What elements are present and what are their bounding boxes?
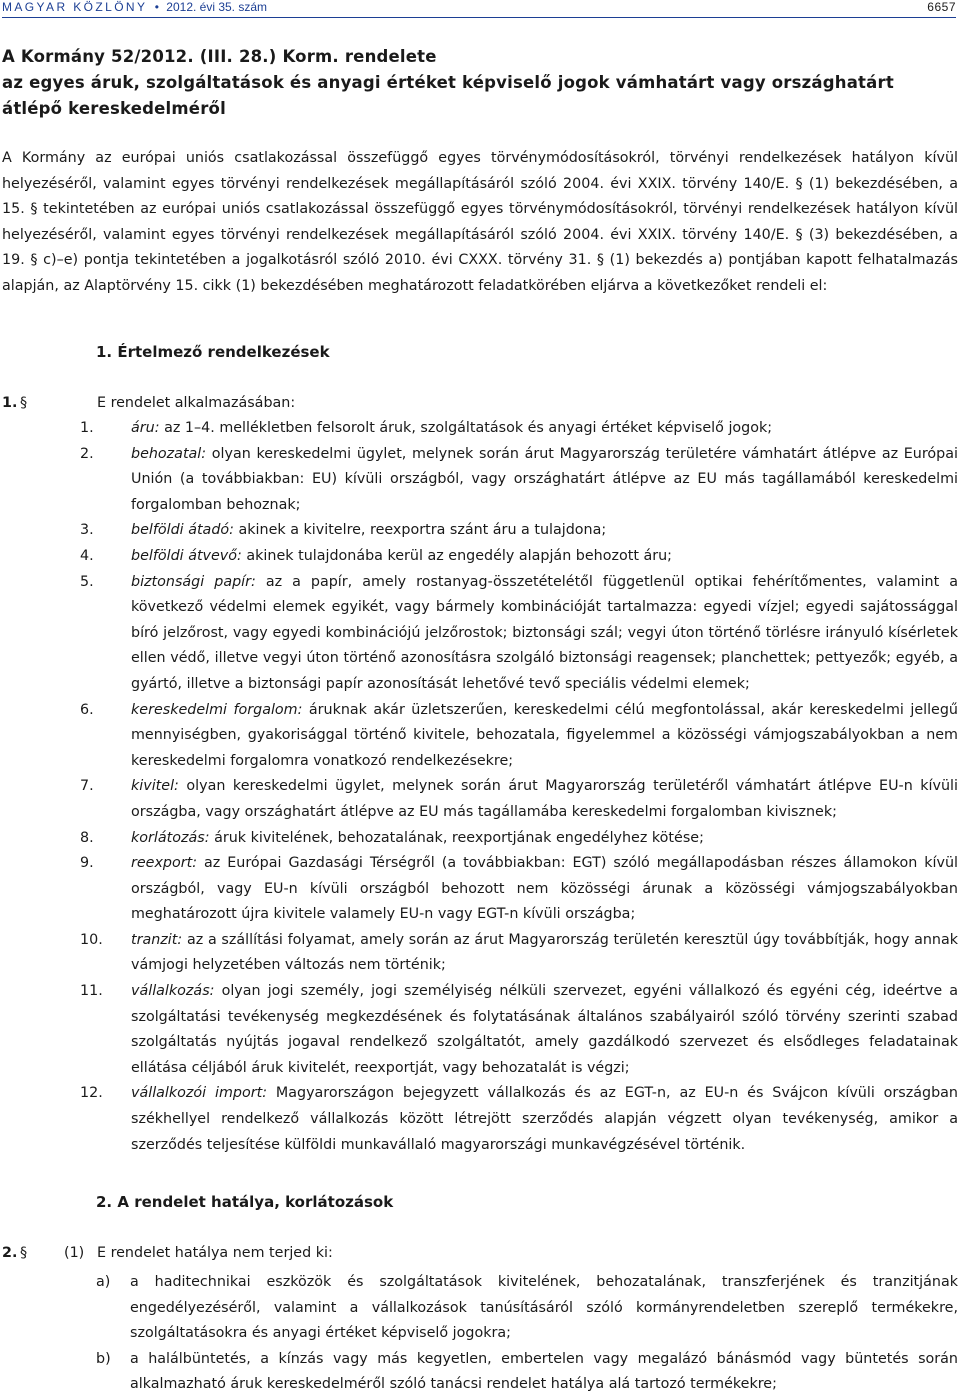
section-1-head: [2, 391, 952, 417]
section-sign: §: [20, 395, 28, 411]
definition-number: 11.: [80, 983, 103, 1000]
definition-text: [131, 1081, 958, 1158]
definition-number: 3.: [80, 522, 94, 539]
definition-item: [80, 851, 958, 928]
definition-body: Magyarországon bejegyzett vállalkozás és az EGT-n, az EU-n és Svájcon kívüli országban székhellyel rendelkező vállalkozás között létrejött szerződés alapján végzett olyan tevékenység, amikor a szerződés teljesítése külföldi munkavállaló magyarországi munkavégzésével történik.: [131, 1085, 958, 1153]
definition-number: 10.: [80, 931, 103, 948]
definition-item: [80, 1081, 958, 1158]
journal-name: MAGYAR KÖZLÖNY: [2, 0, 148, 14]
definition-body: az 1–4. mellékletben felsorolt áruk, szolgáltatások és anyagi értéket képviselő jogok;: [159, 420, 773, 436]
section-number: 1.: [2, 395, 18, 411]
definition-term: belföldi átadó:: [131, 522, 234, 539]
decree-title-line-2: az egyes áruk, szolgáltatások és anyagi értéket képviselő jogok vámhatárt vagy országhatárt: [2, 73, 894, 92]
exclusion-item: [96, 1270, 958, 1347]
definition-item: [80, 826, 958, 852]
definition-term: kivitel:: [131, 778, 179, 795]
definition-item: [80, 698, 958, 775]
definition-item: [80, 570, 958, 698]
section-sign: §: [20, 1245, 28, 1261]
definition-body: olyan jogi személy, jogi személyiség nélküli szervezet, egyéni vállalkozó és egyéni cég, ideértve a szolgáltatási tevékenység megkezdésének és folytatásának általános szabályairól szóló törvény szerinti szabad szolgáltatás nyújtás jogaval rendelkező szolgáltatót, amely gazdálkodó szervezet és elsődleges feladatainak ellátása céljából áruk kivitelét, reexportját, vagy behozatalát is végzi;: [131, 983, 958, 1076]
definition-term: belföldi átvevő:: [131, 547, 242, 564]
definition-body: az a szállítási folyamat, amely során az árut Magyarország területén keresztül úgy továbbítják, hogy annak vámjogi helyzetében változás nem történik;: [131, 931, 958, 974]
definition-list: [80, 416, 958, 1158]
definition-body: az Európai Gazdasági Térségről (a továbbiakban: EGT) szóló megállapodásban részes államokon kívül országból, vagy EU-n kívüli országból behozott nem közösségi árunak a közösségi vámjogszabályokban meghatározott újra kivitele valamely EU-n vagy EGT-n kívüli országba;: [131, 855, 958, 923]
issue-label: 2012. évi 35. szám: [166, 0, 268, 14]
definition-number: 6.: [80, 701, 94, 718]
definition-term: áru:: [131, 420, 160, 436]
definition-text: [131, 698, 958, 775]
decree-title: [2, 44, 942, 122]
exclusion-label: a): [96, 1274, 111, 1290]
definition-body: akinek a kivitelre, reexportra szánt áru a tulajdona;: [233, 522, 607, 539]
definition-text: [131, 826, 958, 852]
definition-number: 5.: [80, 573, 94, 590]
definition-text: [131, 774, 958, 825]
definition-text: [131, 518, 958, 544]
chapter-1-heading: 1. Értelmező rendelkezések: [96, 343, 330, 361]
definition-text: [131, 416, 958, 442]
definition-item: [80, 928, 958, 979]
definition-body: akinek tulajdonába kerül az engedély alapján behozott áru;: [241, 547, 672, 564]
subsection-intro: E rendelet hatálya nem terjed ki:: [97, 1245, 333, 1261]
header-bullet: •: [154, 0, 159, 14]
definition-item: [80, 416, 958, 442]
definition-body: olyan kereskedelmi ügylet, melynek során árut Magyarország területéről vámhatárt átlépve EU-n kívüli országba, vagy országhatárt átlépve az EU más tagállamába kereskedelmi forgalomban kivisznek;: [131, 778, 958, 820]
page-number: 6657: [927, 0, 956, 14]
definition-item: [80, 544, 958, 570]
definition-body: az a papír, amely rostanyag-összetételétől függetlenül optikai fehérítőmentes, valamint a következő védelmi elemek egyikét, vagy bármely kombinációját tartalmazza: egyedi vízjel; egyedi sajátossággal bíró jelzőrost, vagy egyedi kombinációjú jelzőrostok; biztonsági szál; vegyi úton történő törlésre irányuló kísérletek ellen védő, illetve vegyi úton történő azonosításra szolgáló biztonsági reagensek; planchettek; pettyezők; egyéb, a gyártó, illetve a biztonsági papír azonosítását lehetővé tevő speciális védelmi elemek;: [131, 573, 958, 692]
definition-text: [131, 570, 958, 698]
definition-item: [80, 979, 958, 1081]
definition-number: 4.: [80, 547, 94, 564]
exclusion-text: a halálbüntetés, a kínzás vagy más kegyetlen, embertelen vagy megalázó bánásmód vagy büntetés során alkalmazható áruk kereskedelméről szóló tanácsi rendelet hatálya alá tartozó termékekre;: [130, 1350, 958, 1393]
exclusion-text: a haditechnikai eszközök és szolgáltatások kivitelének, behozatalának, transzferjének és tranzitjának engedélyezéséről, valamint a vállalkozások tanúsításáról szóló kormányrendeletben szereplő termékekre, szolgáltatásokra és anyagi értéket képviselő jogokra;: [130, 1274, 958, 1342]
decree-title-line-1: A Kormány 52/2012. (III. 28.) Korm. rendelete: [2, 47, 437, 66]
definition-text: [131, 544, 958, 570]
definition-number: 8.: [80, 829, 94, 846]
definition-body: áruknak akár üzletszerűen, kereskedelmi célú megfontolással, akár kereskedelmi jellegű mennyiségben, gyakorisággal történő kivitele, behozatala, figyelemmel a közösségi vámjogszabályokban a nem kereskedelmi forgalomra vonatkozó rendelkezésekre;: [131, 701, 958, 769]
definition-term: biztonsági papír:: [131, 573, 256, 590]
definition-body: áruk kivitelének, behozatalának, reexportjának engedélyhez kötése;: [209, 829, 704, 846]
section-intro: E rendelet alkalmazásában:: [97, 395, 296, 411]
definition-number: 12.: [80, 1085, 103, 1102]
subsection-number: (1): [64, 1245, 85, 1261]
chapter-2-heading: 2. A rendelet hatálya, korlátozások: [96, 1193, 394, 1211]
definition-text: [131, 979, 958, 1081]
exclusion-label: b): [96, 1350, 111, 1367]
definition-term: kereskedelmi forgalom:: [131, 701, 303, 718]
exclusion-list: [96, 1270, 958, 1398]
definition-text: [131, 851, 958, 928]
section-number: 2.: [2, 1245, 18, 1261]
definition-number: 9.: [80, 855, 94, 872]
preamble: A Kormány az európai uniós csatlakozással összefüggő egyes törvénymódosításokról, törvényi rendelkezések hatályon kívül helyezéséről, valamint egyes törvényi rendelkezések megállapításáról szóló 2004. évi XXIX. törvény 140/E. § (1) bekezdésében, a 15. § tekintetében az európai uniós csatlakozással összefüggő egyes törvénymódosításokról, törvényi rendelkezések hatályon kívül helyezéséről, valamint egyes törvényi rendelkezések megállapításáról szóló 2004. évi XXIX. törvény 140/E. § (3) bekezdésében, a 19. § c)–e) pontja tekintetében a jogalkotásról szóló 2010. évi CXXX. törvény 31. § (1) bekezdés a) pontjában kapott felhatalmazás alapján, az Alaptörvény 15. cikk (1) bekezdésében meghatározott feladatkörében eljárva a következőket rendeli el:: [2, 150, 958, 294]
definition-term: korlátozás:: [131, 829, 210, 846]
decree-title-line-3: átlépő kereskedelméről: [2, 99, 226, 118]
definition-term: vállalkozás:: [131, 983, 215, 1000]
definition-term: vállalkozói import:: [131, 1085, 268, 1102]
definition-body: olyan kereskedelmi ügylet, melynek során árut Magyarország területére vámhatárt átlépve az Európai Unión (a továbbiakban: EU) kívüli országból, vagy országhatárt átlépve az EU más tagállamából kereskedelmi forgalomban behoznak;: [131, 445, 958, 513]
section-2-head: [2, 1241, 952, 1267]
definition-item: [80, 442, 958, 519]
definition-item: [80, 518, 958, 544]
header-rule: [2, 17, 956, 18]
exclusion-item: [96, 1347, 958, 1398]
definition-number: 1.: [80, 420, 94, 436]
definition-item: [80, 774, 958, 825]
page-header: [2, 0, 956, 14]
definition-number: 2.: [80, 445, 94, 462]
definition-text: [131, 928, 958, 979]
definition-term: behozatal:: [131, 445, 207, 462]
definition-term: tranzit:: [131, 931, 183, 948]
definition-number: 7.: [80, 778, 94, 795]
definition-term: reexport:: [131, 855, 198, 872]
definition-text: [131, 442, 958, 519]
